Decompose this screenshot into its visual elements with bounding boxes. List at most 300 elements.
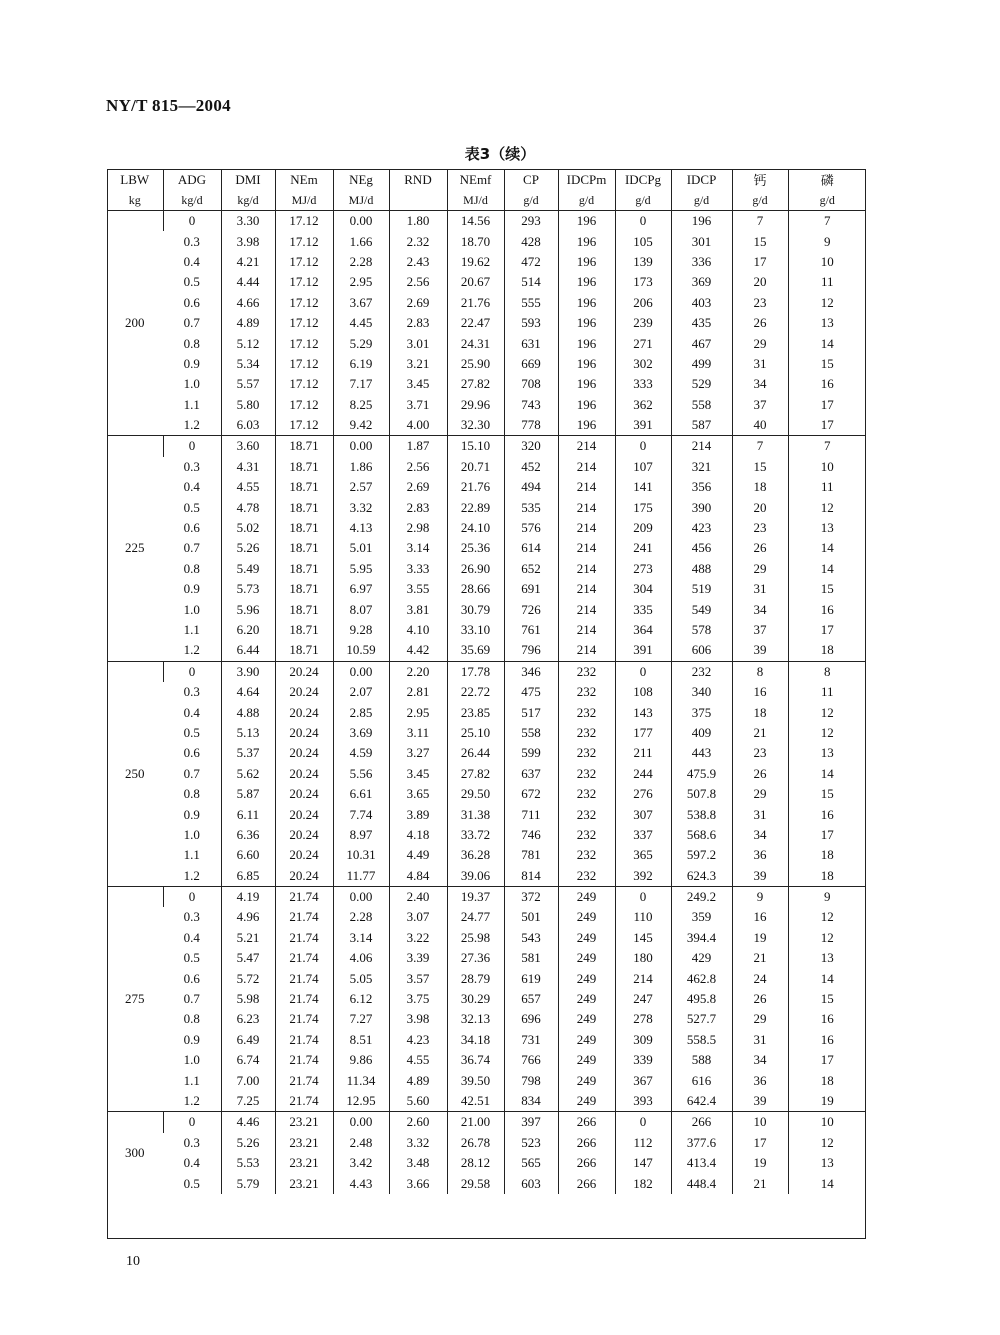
table-cell: 435 — [671, 313, 732, 333]
table-cell: 3.55 — [389, 579, 447, 599]
table-cell: 180 — [615, 948, 671, 968]
table-cell: 336 — [671, 252, 732, 272]
table-cell: 18.71 — [275, 457, 333, 477]
table-cell: 249 — [558, 1091, 615, 1112]
table-cell: 29.96 — [447, 395, 504, 415]
table-cell: 4.21 — [221, 252, 275, 272]
table-cell: 29 — [732, 333, 788, 353]
table-cell: 0 — [163, 436, 221, 457]
table-cell: 0.6 — [183, 294, 200, 310]
table-row — [107, 702, 866, 722]
table-cell: 0 — [615, 211, 671, 232]
table-cell: 0.5 — [183, 1175, 200, 1191]
table-cell: 3.45 — [389, 764, 447, 784]
table-cell: 249 — [558, 907, 615, 927]
table-cell: 1.0 — [183, 601, 200, 617]
table-row — [107, 415, 866, 436]
table-cell: 304 — [615, 579, 671, 599]
table-cell: 17.12 — [275, 354, 333, 374]
table-row — [107, 825, 866, 845]
table-cell: 4.88 — [221, 702, 275, 722]
table-cell: 20.24 — [275, 804, 333, 824]
table-cell: 28.79 — [447, 968, 504, 988]
table-cell: 321 — [671, 457, 732, 477]
table-cell: 488 — [671, 559, 732, 579]
column-unit: g/d — [788, 190, 866, 211]
table-cell: 5.62 — [221, 764, 275, 784]
table-cell: 0.8 — [183, 786, 200, 802]
table-cell: 25.36 — [447, 538, 504, 558]
table-cell: 273 — [615, 559, 671, 579]
table-cell: 244 — [615, 764, 671, 784]
column-header: IDCP — [671, 169, 732, 190]
standard-code: NY/T 815—2004 — [106, 96, 231, 115]
table-cell: 1.2 — [183, 642, 200, 658]
table-cell: 17.12 — [275, 231, 333, 251]
table-cell: 4.43 — [333, 1173, 389, 1193]
table-cell: 5.79 — [221, 1173, 275, 1193]
table-cell: 603 — [504, 1173, 558, 1193]
table-cell: 249 — [558, 948, 615, 968]
table-cell: 112 — [615, 1133, 671, 1153]
table-cell: 17 — [788, 825, 866, 845]
table-cell: 16 — [788, 374, 866, 394]
table-cell: 6.11 — [221, 804, 275, 824]
table-cell: 16 — [788, 1030, 866, 1050]
table-cell: 514 — [504, 272, 558, 292]
table-cell: 21.74 — [275, 907, 333, 927]
table-cell: 576 — [504, 518, 558, 538]
table-cell: 5.49 — [221, 559, 275, 579]
table-cell: 14 — [788, 1173, 866, 1193]
table-cell: 17 — [788, 415, 866, 436]
table-cell: 21.76 — [447, 477, 504, 497]
column-header: 磷 — [788, 169, 866, 190]
table-cell: 20.24 — [275, 743, 333, 763]
table-cell: 333 — [615, 374, 671, 394]
table-cell: 3.27 — [389, 743, 447, 763]
table-cell: 36 — [732, 845, 788, 865]
table-cell: 196 — [558, 333, 615, 353]
table-cell: 2.56 — [389, 272, 447, 292]
table-cell: 2.98 — [389, 518, 447, 538]
table-cell: 15 — [732, 457, 788, 477]
table-cell: 669 — [504, 354, 558, 374]
table-row — [107, 211, 866, 232]
table-cell: 631 — [504, 333, 558, 353]
table-cell: 0.7 — [183, 315, 200, 331]
table-cell: 23.21 — [275, 1173, 333, 1193]
table-cell: 320 — [504, 436, 558, 457]
table-cell: 555 — [504, 293, 558, 313]
table-cell: 11 — [788, 272, 866, 292]
table-cell: 19 — [788, 1091, 866, 1112]
table-cell: 0.5 — [183, 274, 200, 290]
table-cell: 4.31 — [221, 457, 275, 477]
table-cell: 472 — [504, 252, 558, 272]
table-cell: 4.96 — [221, 907, 275, 927]
table-cell: 456 — [671, 538, 732, 558]
table-cell: 4.49 — [389, 845, 447, 865]
table-cell: 346 — [504, 661, 558, 682]
table-row — [107, 599, 866, 619]
table-cell: 558 — [504, 723, 558, 743]
table-cell: 2.60 — [389, 1112, 447, 1133]
table-cell: 409 — [671, 723, 732, 743]
table-cell: 29 — [732, 784, 788, 804]
table-cell: 2.56 — [389, 457, 447, 477]
table-cell: 672 — [504, 784, 558, 804]
table-cell: 196 — [558, 252, 615, 272]
table-cell: 31 — [732, 579, 788, 599]
table-cell: 11.34 — [333, 1070, 389, 1090]
table-cell: 3.71 — [389, 395, 447, 415]
table-cell: 390 — [671, 497, 732, 517]
table-cell: 37 — [732, 620, 788, 640]
table-row — [107, 764, 866, 784]
table-cell: 3.11 — [389, 723, 447, 743]
table-cell: 13 — [788, 518, 866, 538]
table-cell: 523 — [504, 1133, 558, 1153]
table-row — [107, 620, 866, 640]
table-cell: 0.3 — [183, 233, 200, 249]
table-cell: 2.95 — [333, 272, 389, 292]
table-cell: 475.9 — [671, 764, 732, 784]
table-cell: 397 — [504, 1112, 558, 1133]
column-unit: MJ/d — [275, 190, 333, 211]
table-cell: 145 — [615, 928, 671, 948]
table-cell: 369 — [671, 272, 732, 292]
table-row — [107, 579, 866, 599]
table-cell: 16 — [732, 682, 788, 702]
table-cell: 535 — [504, 497, 558, 517]
lbw-group-cell: 225 — [107, 436, 163, 661]
table-cell: 529 — [671, 374, 732, 394]
table-cell: 0.5 — [183, 499, 200, 515]
table-row — [107, 948, 866, 968]
table-cell: 5.12 — [221, 333, 275, 353]
table-cell: 517 — [504, 702, 558, 722]
table-cell: 3.48 — [389, 1153, 447, 1173]
column-unit: kg/d — [221, 190, 275, 211]
table-cell: 499 — [671, 354, 732, 374]
table-cell: 33.72 — [447, 825, 504, 845]
table-cell: 25.90 — [447, 354, 504, 374]
table-cell: 467 — [671, 333, 732, 353]
table-cell: 32.30 — [447, 415, 504, 436]
table-cell: 364 — [615, 620, 671, 640]
table-cell: 10 — [788, 252, 866, 272]
table-cell: 23 — [732, 743, 788, 763]
table-cell: 5.37 — [221, 743, 275, 763]
table-cell: 232 — [558, 825, 615, 845]
table-cell: 276 — [615, 784, 671, 804]
table-cell: 27.82 — [447, 764, 504, 784]
column-header: NEm — [275, 169, 333, 190]
column-header: IDCPg — [615, 169, 671, 190]
table-cell: 214 — [615, 968, 671, 988]
table-cell: 0.8 — [183, 335, 200, 351]
table-cell: 20.24 — [275, 723, 333, 743]
table-cell: 1.1 — [183, 396, 200, 412]
table-cell: 3.42 — [333, 1153, 389, 1173]
table-cell: 1.87 — [389, 436, 447, 457]
table-cell: 21.74 — [275, 1070, 333, 1090]
table-cell: 5.72 — [221, 968, 275, 988]
table-row — [107, 907, 866, 927]
table-cell: 5.56 — [333, 764, 389, 784]
nutrient-requirements-table — [107, 169, 866, 1194]
table-title: 表3（续） — [464, 145, 536, 163]
table-cell: 39 — [732, 1091, 788, 1112]
table-cell: 501 — [504, 907, 558, 927]
table-cell: 18.71 — [275, 497, 333, 517]
table-cell: 20.67 — [447, 272, 504, 292]
table-cell: 0.4 — [183, 704, 200, 720]
table-cell: 14 — [788, 333, 866, 353]
table-cell: 19.37 — [447, 886, 504, 907]
table-cell: 3.39 — [389, 948, 447, 968]
table-cell: 2.81 — [389, 682, 447, 702]
table-cell: 21.76 — [447, 293, 504, 313]
table-cell: 249 — [558, 989, 615, 1009]
table-cell: 23.85 — [447, 702, 504, 722]
table-cell: 377.6 — [671, 1133, 732, 1153]
table-cell: 5.80 — [221, 395, 275, 415]
table-cell: 2.48 — [333, 1133, 389, 1153]
table-cell: 587 — [671, 415, 732, 436]
table-cell: 814 — [504, 866, 558, 887]
table-cell: 214 — [558, 599, 615, 619]
table-cell: 391 — [615, 640, 671, 661]
column-unit: kg — [107, 190, 163, 211]
table-cell: 0 — [163, 661, 221, 682]
table-cell: 29 — [732, 1009, 788, 1029]
table-row — [107, 968, 866, 988]
table-cell: 7.74 — [333, 804, 389, 824]
table-cell: 34 — [732, 599, 788, 619]
table-cell: 0 — [615, 886, 671, 907]
table-row — [107, 928, 866, 948]
table-cell: 4.89 — [389, 1070, 447, 1090]
table-cell: 36 — [732, 1070, 788, 1090]
table-cell: 20 — [732, 272, 788, 292]
table-row — [107, 1112, 866, 1133]
table-cell: 249 — [558, 886, 615, 907]
table-cell: 637 — [504, 764, 558, 784]
table-cell: 1.80 — [389, 211, 447, 232]
table-cell: 614 — [504, 538, 558, 558]
table-cell: 18.71 — [275, 518, 333, 538]
table-cell: 1.0 — [183, 826, 200, 842]
lbw-group-cell: 300 — [107, 1112, 163, 1194]
table-cell: 359 — [671, 907, 732, 927]
table-cell: 2.20 — [389, 661, 447, 682]
table-cell: 39.50 — [447, 1070, 504, 1090]
table-cell: 25.98 — [447, 928, 504, 948]
table-cell: 29 — [732, 559, 788, 579]
table-cell: 4.64 — [221, 682, 275, 702]
table-cell: 15.10 — [447, 436, 504, 457]
table-cell: 0.4 — [183, 479, 200, 495]
table-cell: 232 — [558, 866, 615, 887]
table-cell: 8 — [732, 661, 788, 682]
table-cell: 214 — [558, 477, 615, 497]
table-cell: 5.26 — [221, 538, 275, 558]
table-cell: 214 — [558, 457, 615, 477]
table-cell: 6.03 — [221, 415, 275, 436]
table-row — [107, 1153, 866, 1173]
table-cell: 423 — [671, 518, 732, 538]
table-cell: 17 — [788, 620, 866, 640]
table-cell: 21.74 — [275, 1009, 333, 1029]
table-cell: 5.87 — [221, 784, 275, 804]
table-cell: 5.60 — [389, 1091, 447, 1112]
table-cell: 17.12 — [275, 252, 333, 272]
table-cell: 7 — [732, 436, 788, 457]
table-cell: 22.47 — [447, 313, 504, 333]
table-cell: 0.9 — [183, 581, 200, 597]
table-cell: 24.31 — [447, 333, 504, 353]
table-cell: 26 — [732, 313, 788, 333]
table-cell: 241 — [615, 538, 671, 558]
table-cell: 24 — [732, 968, 788, 988]
table-cell: 494 — [504, 477, 558, 497]
table-cell: 2.40 — [389, 886, 447, 907]
table-cell: 26 — [732, 538, 788, 558]
table-cell: 0.9 — [183, 355, 200, 371]
table-row — [107, 272, 866, 292]
table-cell: 28.66 — [447, 579, 504, 599]
table-cell: 12 — [788, 928, 866, 948]
table-cell: 0.3 — [183, 684, 200, 700]
table-cell: 20.24 — [275, 764, 333, 784]
table-cell: 2.69 — [389, 293, 447, 313]
table-cell: 0.9 — [183, 806, 200, 822]
table-cell: 8 — [788, 661, 866, 682]
table-cell: 18.70 — [447, 231, 504, 251]
table-cell: 568.6 — [671, 825, 732, 845]
table-cell: 12.95 — [333, 1091, 389, 1112]
table-cell: 642.4 — [671, 1091, 732, 1112]
table-cell: 17.12 — [275, 333, 333, 353]
table-cell: 17 — [732, 252, 788, 272]
table-cell: 565 — [504, 1153, 558, 1173]
table-cell: 266 — [558, 1133, 615, 1153]
table-cell: 214 — [558, 559, 615, 579]
table-cell: 0 — [615, 436, 671, 457]
table-cell: 39 — [732, 640, 788, 661]
table-row — [107, 1070, 866, 1090]
table-cell: 452 — [504, 457, 558, 477]
table-cell: 413.4 — [671, 1153, 732, 1173]
column-header: DMI — [221, 169, 275, 190]
table-cell: 11.77 — [333, 866, 389, 887]
table-cell: 726 — [504, 599, 558, 619]
table-cell: 0.4 — [183, 1155, 200, 1171]
table-cell: 139 — [615, 252, 671, 272]
table-cell: 214 — [558, 620, 615, 640]
table-cell: 18.71 — [275, 640, 333, 661]
table-cell: 14.56 — [447, 211, 504, 232]
table-cell: 22.89 — [447, 497, 504, 517]
table-cell: 18 — [788, 866, 866, 887]
table-cell: 495.8 — [671, 989, 732, 1009]
column-header: IDCPm — [558, 169, 615, 190]
table-cell: 5.01 — [333, 538, 389, 558]
table-cell: 10 — [788, 457, 866, 477]
table-cell: 0.00 — [333, 1112, 389, 1133]
table-cell: 20.24 — [275, 702, 333, 722]
table-cell: 0 — [163, 886, 221, 907]
table-cell: 18 — [788, 640, 866, 661]
table-cell: 0.00 — [333, 211, 389, 232]
table-cell: 2.57 — [333, 477, 389, 497]
table-cell: 25.10 — [447, 723, 504, 743]
table-cell: 21.00 — [447, 1112, 504, 1133]
table-cell: 21.74 — [275, 989, 333, 1009]
table-cell: 232 — [558, 743, 615, 763]
table-row — [107, 1091, 866, 1112]
table-row — [107, 1173, 866, 1193]
table-cell: 17.12 — [275, 272, 333, 292]
column-unit: kg/d — [163, 190, 221, 211]
table-cell: 616 — [671, 1070, 732, 1090]
table-cell: 448.4 — [671, 1173, 732, 1193]
table-cell: 17.12 — [275, 211, 333, 232]
table-cell: 214 — [558, 497, 615, 517]
table-cell: 4.84 — [389, 866, 447, 887]
table-row — [107, 1050, 866, 1070]
table-cell: 17.12 — [275, 415, 333, 436]
table-cell: 214 — [671, 436, 732, 457]
table-cell: 8.25 — [333, 395, 389, 415]
table-cell: 271 — [615, 333, 671, 353]
table-cell: 9 — [788, 886, 866, 907]
table-cell: 14 — [788, 968, 866, 988]
column-header: 钙 — [732, 169, 788, 190]
table-cell: 5.73 — [221, 579, 275, 599]
table-cell: 141 — [615, 477, 671, 497]
table-cell: 0.3 — [183, 1134, 200, 1150]
table-cell: 3.32 — [389, 1133, 447, 1153]
table-cell: 20.24 — [275, 825, 333, 845]
table-cell: 731 — [504, 1030, 558, 1050]
table-cell: 619 — [504, 968, 558, 988]
table-cell: 21 — [732, 723, 788, 743]
table-cell: 1.0 — [183, 376, 200, 392]
table-cell: 3.21 — [389, 354, 447, 374]
table-cell: 196 — [558, 395, 615, 415]
table-cell: 5.13 — [221, 723, 275, 743]
table-cell: 4.55 — [221, 477, 275, 497]
table-cell: 2.32 — [389, 231, 447, 251]
table-cell: 32.13 — [447, 1009, 504, 1029]
lbw-group-cell: 200 — [125, 315, 145, 331]
table-cell: 278 — [615, 1009, 671, 1029]
table-cell: 0.8 — [183, 1011, 200, 1027]
table-cell: 5.05 — [333, 968, 389, 988]
table-cell: 211 — [615, 743, 671, 763]
table-cell: 20 — [732, 497, 788, 517]
table-cell: 7 — [788, 436, 866, 457]
table-cell: 5.57 — [221, 374, 275, 394]
table-cell: 17.12 — [275, 374, 333, 394]
table-cell: 309 — [615, 1030, 671, 1050]
table-cell: 6.12 — [333, 989, 389, 1009]
table-cell: 266 — [558, 1153, 615, 1173]
table-cell: 4.19 — [221, 886, 275, 907]
